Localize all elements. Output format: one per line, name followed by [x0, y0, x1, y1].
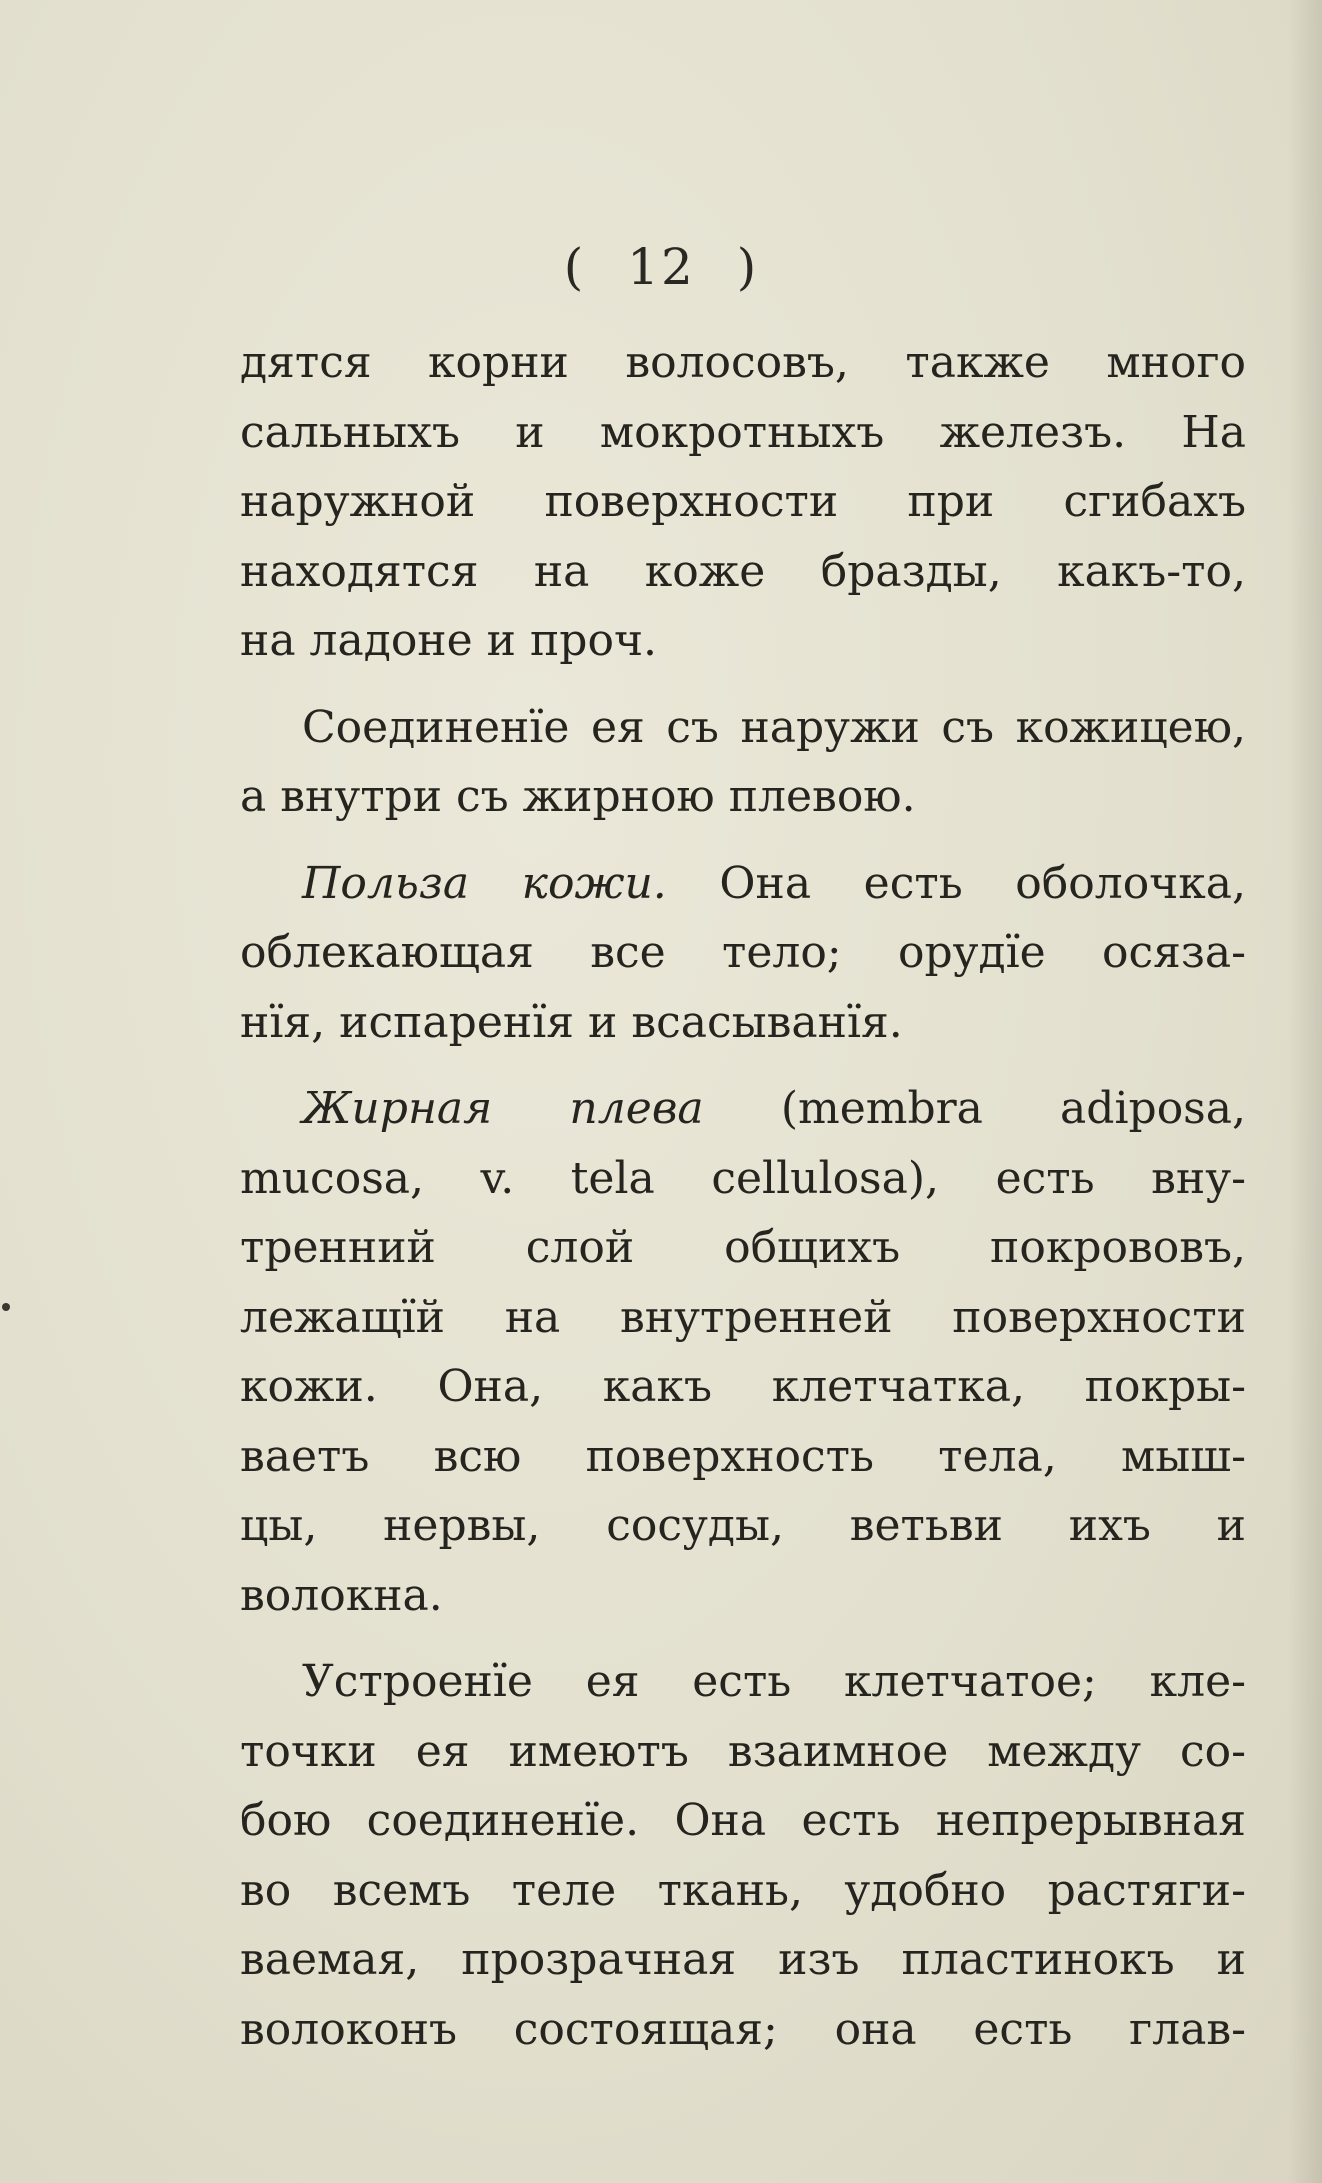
text-line: тренний слой общихъ покрововъ, [240, 1222, 1246, 1273]
text-line: лежащïй на внутренней поверхности [240, 1291, 1246, 1343]
text-line: ваетъ всю поверхность тела, мыш- [240, 1430, 1246, 1482]
text-line: ваемая, прозрачная изъ пластинокъ и [240, 1934, 1246, 1985]
section-term: Жирная плева [302, 1083, 704, 1134]
text-line: нïя, испаренïя и всасыванïя. [240, 996, 903, 1048]
text-line: цы, нервы, сосуды, ветьви ихъ и [240, 1500, 1246, 1551]
text-fragment: Она есть оболочка, [719, 857, 1246, 909]
text-line: на ладоне и проч. [240, 615, 658, 666]
text-line: Устроенïе ея есть клетчатое; кле- [302, 1656, 1246, 1707]
page-edge-shadow [1288, 0, 1322, 2183]
body-text [240, 328, 1246, 2064]
text-line: во всемъ теле ткань, удобно растяги- [240, 1864, 1246, 1916]
text-line: Соединенïе ея съ наружи съ кожицею, [302, 701, 1246, 753]
text-line: сальныхъ и мокротныхъ железъ. На [240, 406, 1246, 458]
text-line: бою соединенïе. Она есть непрерывная [240, 1795, 1246, 1846]
text-line: волокна. [240, 1569, 443, 1621]
text-line [240, 849, 1246, 919]
text-line: облекающая все тело; орудïе осяза- [240, 927, 1246, 978]
text-line: mucosa, v. tela cellulosa), есть вну- [240, 1152, 1246, 1204]
text-line [240, 1074, 1246, 1144]
page-number: ( 12 ) [563, 238, 759, 296]
paragraph [240, 328, 1246, 676]
paragraph [240, 1647, 1246, 2064]
text-line: волоконъ состоящая; она есть глав- [240, 2003, 1246, 2055]
paragraph [240, 1074, 1246, 1630]
text-line: дятся корни волосовъ, также много [240, 337, 1246, 388]
ink-speck [2, 1303, 10, 1311]
section-term: Польза кожи. [302, 857, 667, 909]
text-line: находятся на коже бразды, какъ-то, [240, 545, 1246, 597]
paragraph [240, 693, 1246, 832]
text-fragment: (membra adiposa, [780, 1083, 1246, 1134]
text-line: точки ея имеютъ взаимное между со- [240, 1725, 1246, 1777]
paragraph [240, 849, 1246, 1058]
text-line: а внутри съ жирною плевою. [240, 771, 916, 822]
text-line: наружной поверхности при сгибахъ [240, 476, 1246, 527]
text-line: кожи. Она, какъ клетчатка, покры- [240, 1361, 1246, 1412]
